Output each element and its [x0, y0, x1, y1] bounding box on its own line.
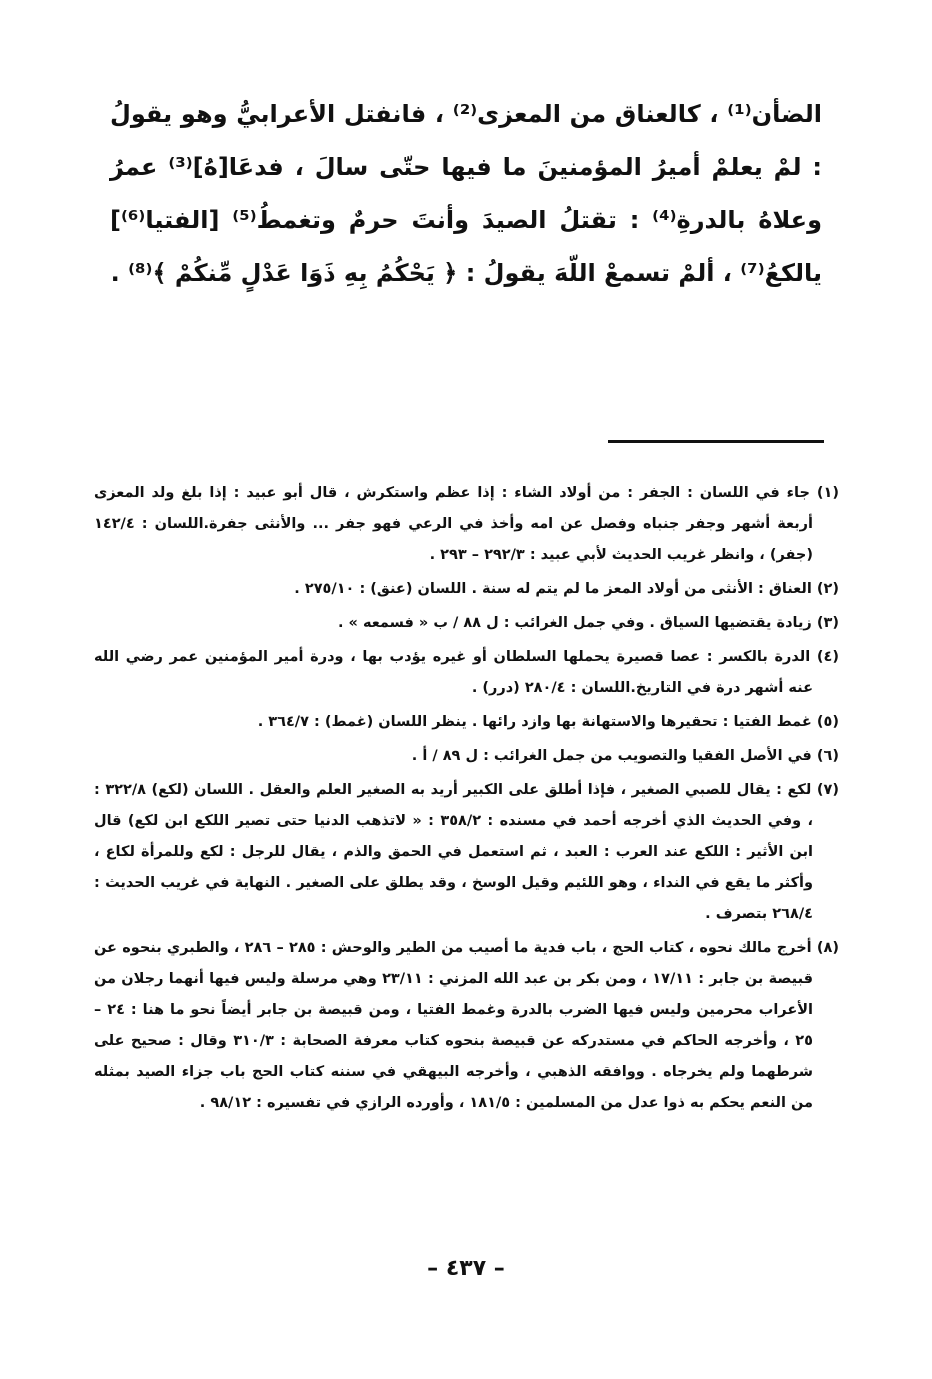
footnote-number: (٢)	[816, 581, 839, 597]
footnote-number: (٨)	[816, 940, 839, 956]
footnote-3	[94, 608, 839, 639]
footnote-text: أخرج مالك نحوه ، كتاب الحج ، باب فدية ما أصيب من الطير والوحش : ٢٨٥ – ٢٨٦ ، والطبري بنحوه عن قبيصة بن جابر : ١٧/١١ ، ومن بكر بن عبد الله المزني : ٢٣/١١ وهي مرسلة وليس فيها أنهما رجلان من الأعراب محرمين وليس فيها الضرب بالدرة وغمط الفتيا ، ومن قبيصة بن جابر أيضاً نحو ما هنا : ٢٤ – ٢٥ ، وأخرجه الحاكم في مستدركه عن قبيصة بنحوه كتاب معرفة الصحابة : ٣١٠/٣ وقال : صحيح على شرطهما ولم يخرجاه . ووافقه الذهبي ، وأخرجه البيهقي في سننه كتاب الحج باب جزاء الصيد بمثله من النعم يحكم به ذوا عدل من المسلمين : ١٨١/٥ ، وأورده الرازي في تفسيره : ٩٨/١٢ .	[94, 940, 813, 1111]
footnote-number: (٤)	[816, 649, 839, 665]
footnote-number: (٣)	[816, 615, 839, 631]
footnote-text: غمط الفتيا : تحقيرها والاستهانة بها وازد رائها . ينظر اللسان (غمط) : ٣٦٤/٧ .	[257, 714, 812, 730]
footnote-6	[94, 741, 839, 772]
footnote-text: في الأصل الفقيا والتصويب من جمل الغرائب : ل ٨٩ / أ .	[411, 748, 812, 764]
page-number: – ٤٣٧ –	[427, 1256, 505, 1281]
footnote-5	[94, 707, 839, 738]
footnote-1	[94, 478, 839, 571]
footnotes-section	[94, 478, 839, 1122]
footnote-2	[94, 574, 839, 605]
footnote-8	[94, 933, 839, 1119]
footnote-number: (١)	[816, 485, 839, 501]
footnote-number: (٥)	[816, 714, 839, 730]
footnote-number: (٦)	[816, 748, 839, 764]
footnote-4	[94, 642, 839, 704]
footnote-text: لكع : يقال للصبي الصغير ، فإذا أطلق على الكبير أريد به الصغير العلم والعقل . اللسان (لكع) ٣٢٢/٨ : ، وفي الحديث الذي أخرجه أحمد في مسنده : ٣٥٨/٢ : « لاتذهب الدنيا حتى تصير اللكع ابن لكع) قال ابن الأثير : اللكع عند العرب : العبد ، ثم استعمل في الحمق والذم ، يقال للرجل : لكع وللمرأة لكاع ، وأكثر ما يقع في النداء ، وهو اللئيم وقيل الوسخ ، وقد يطلق على الصغير . النهاية في غريب الحديث : ٢٦٨/٤ بتصرف .	[94, 782, 813, 922]
footnote-text: الدرة بالكسر : عصا قصيرة يحملها السلطان أو غيره يؤدب بها ، ودرة أمير المؤمنين عمر رضي الله عنه أشهر درة في التاريخ.اللسان : ٢٨٠/٤ (درر) .	[94, 649, 813, 696]
footnote-divider	[608, 440, 824, 443]
footnote-text: جاء في اللسان : الجفر : من أولاد الشاء : إذا عظم واستكرش ، قال أبو عبيد : إذا بلغ ولد المعزى أربعة أشهر وجفر جنباه وفصل عن امه وأخذ في الرعي فهو جفر ... والأنثى جفرة.اللسان : ١٤٢/٤ (جفر) ، وانظر غريب الحديث لأبي عبيد : ٢٩٢/٣ – ٢٩٣ .	[94, 485, 813, 563]
footnote-text: العناق : الأنثى من أولاد المعز ما لم يتم له سنة . اللسان (عنق) : ٢٧٥/١٠ .	[294, 581, 812, 597]
footnote-number: (٧)	[816, 782, 839, 798]
footnote-text: زيادة يقتضيها السياق . وفي جمل الغرائب : ل ٨٨ / ب « فسمعه » .	[337, 615, 812, 631]
footnote-7	[94, 775, 839, 930]
main-text-block	[110, 88, 822, 300]
main-paragraph: الضأن⁽¹⁾ ، كالعناق من المعزى⁽²⁾ ، فانفتل الأعرابيُّ وهو يقولُ : لمْ يعلمْ أميرُ المؤمنينَ ما فيها حتّى سالَ ، فدعَا[هُ]⁽³⁾ عمرُ وعلاهُ بالدرةِ⁽⁴⁾ : تقتلُ الصيدَ وأنتَ حرمٌ وتغمطُ⁽⁵⁾ [الفتيا⁽⁶⁾] يالكعُ⁽⁷⁾ ، ألمْ تسمعْ اللّهَ يقولُ : ﴿ يَحْكُمُ بِهِ ذَوَا عَدْلٍ مِّنكُمْ ﴾⁽⁸⁾ .	[110, 100, 822, 287]
